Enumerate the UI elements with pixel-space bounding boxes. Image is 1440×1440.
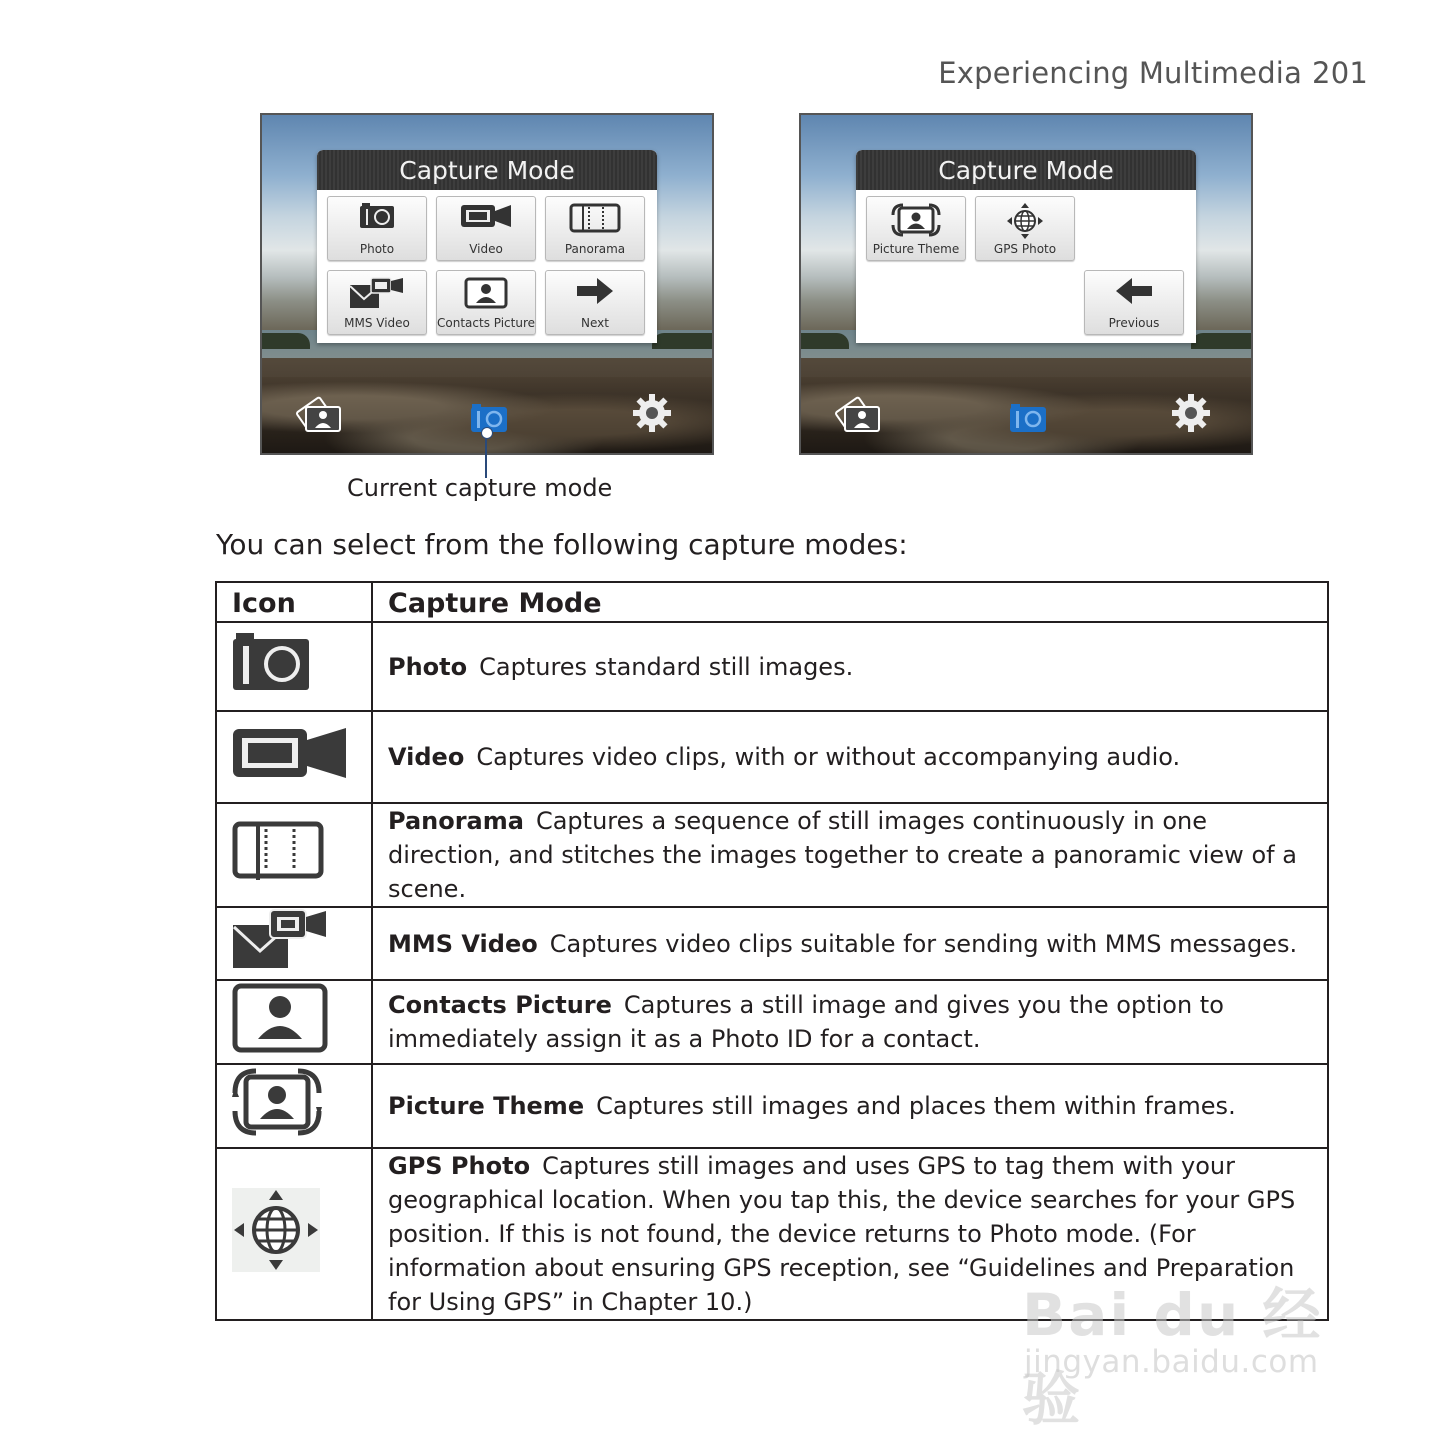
album-icon[interactable]: [835, 393, 883, 433]
panel-title: Capture Mode: [856, 150, 1196, 190]
tile-contacts-picture[interactable]: [436, 270, 536, 335]
mode-name: Panorama: [388, 807, 524, 835]
mode-description: Captures video clips suitable for sending with MMS messages.: [549, 929, 1298, 958]
table-row: [216, 907, 1328, 980]
contact-picture-icon: [232, 983, 328, 1053]
panorama-icon: [569, 203, 621, 233]
tile-label: Photo: [359, 242, 395, 256]
camera-icon: [359, 203, 395, 229]
arrow-left-icon: [1114, 277, 1154, 305]
tile-panorama[interactable]: [545, 196, 645, 261]
mms-video-icon: [232, 909, 328, 969]
tile-video[interactable]: [436, 196, 536, 261]
camera-icon: [232, 633, 310, 691]
tile-label: Video: [469, 242, 503, 256]
page-header: [938, 56, 1368, 90]
table-row: [216, 711, 1328, 803]
capture-modes-table: [215, 581, 1329, 1321]
screenshot-capture-mode-page2: [799, 113, 1253, 455]
header-capture-mode: Capture Mode: [372, 582, 1328, 622]
mode-name: Video: [388, 743, 465, 771]
camera-toolbar: [801, 377, 1251, 453]
mode-description: Captures a still image and gives you the option to immediately assign it as a Photo ID for a contact.: [388, 991, 1224, 1053]
table-row: [216, 803, 1328, 907]
tile-label: Previous: [1108, 316, 1160, 330]
picture-theme-icon: [232, 1067, 322, 1137]
tile-label: GPS Photo: [993, 242, 1057, 256]
mode-description: Captures standard still images.: [479, 652, 854, 681]
mode-name: MMS Video: [388, 929, 538, 958]
tile-photo[interactable]: [327, 196, 427, 261]
tile-picture-theme[interactable]: [866, 196, 966, 261]
album-icon[interactable]: [296, 393, 344, 433]
current-capture-mode-icon[interactable]: [1009, 403, 1047, 433]
tile-label: MMS Video: [344, 316, 410, 330]
tile-label: Picture Theme: [872, 242, 960, 256]
table-row: [216, 1148, 1328, 1320]
mode-name: Photo: [388, 652, 468, 681]
table-row: [216, 622, 1328, 711]
screenshot-capture-mode-page1: [260, 113, 714, 455]
tile-label: Panorama: [564, 242, 626, 256]
arrow-right-icon: [575, 277, 615, 305]
tile-label: Next: [581, 316, 609, 330]
gps-photo-icon: [232, 1185, 320, 1275]
camera-toolbar: [262, 377, 712, 453]
gear-icon[interactable]: [632, 393, 672, 433]
panel-title: Capture Mode: [317, 150, 657, 190]
panorama-icon: [232, 821, 324, 881]
section-title: Experiencing Multimedia: [938, 56, 1303, 90]
video-camera-icon: [460, 203, 512, 229]
gear-icon[interactable]: [1171, 393, 1211, 433]
contact-picture-icon: [464, 277, 508, 309]
video-camera-icon: [232, 726, 348, 780]
mms-video-icon: [349, 277, 405, 309]
capture-mode-panel: [317, 150, 657, 343]
intro-text: You can select from the following capture modes:: [216, 528, 908, 561]
mode-description: Captures video clips, with or without accompanying audio.: [476, 743, 1181, 771]
table-row: [216, 1064, 1328, 1148]
mode-name: Picture Theme: [388, 1092, 585, 1120]
page-number: 201: [1312, 56, 1368, 90]
callout-label: Current capture mode: [347, 474, 613, 502]
mode-description: Captures a sequence of still images continuously in one direction, and stitches the images together to create a panoramic view of a scene.: [388, 807, 1297, 903]
gps-photo-icon: [1005, 203, 1045, 239]
mode-name: GPS Photo: [388, 1152, 531, 1180]
mode-description: Captures still images and places them within frames.: [596, 1092, 1236, 1120]
header-icon: Icon: [216, 582, 372, 622]
tile-label: Contacts Picture: [437, 316, 536, 330]
watermark-url: jingyan.baidu.com: [1024, 1344, 1319, 1380]
tile-next[interactable]: [545, 270, 645, 335]
watermark-brand: Bai du 经验: [1022, 1281, 1323, 1433]
picture-theme-icon: [891, 203, 941, 237]
capture-mode-panel: [856, 150, 1196, 343]
table-row: [216, 980, 1328, 1064]
callout-marker: [481, 427, 493, 439]
tile-mms-video[interactable]: [327, 270, 427, 335]
tile-gps-photo[interactable]: [975, 196, 1075, 261]
table-header-row: [216, 582, 1328, 622]
mode-description: Captures still images and uses GPS to tag them with your geographical location. When you tap this, the device searches for your GPS position. If this is not found, the device returns to Photo mode. (For information about ensuring GPS reception, see “Guidelines and Preparation for Using GPS” in Chapter 10.): [388, 1152, 1296, 1316]
mode-name: Contacts Picture: [388, 991, 612, 1019]
tile-previous[interactable]: [1084, 270, 1184, 335]
